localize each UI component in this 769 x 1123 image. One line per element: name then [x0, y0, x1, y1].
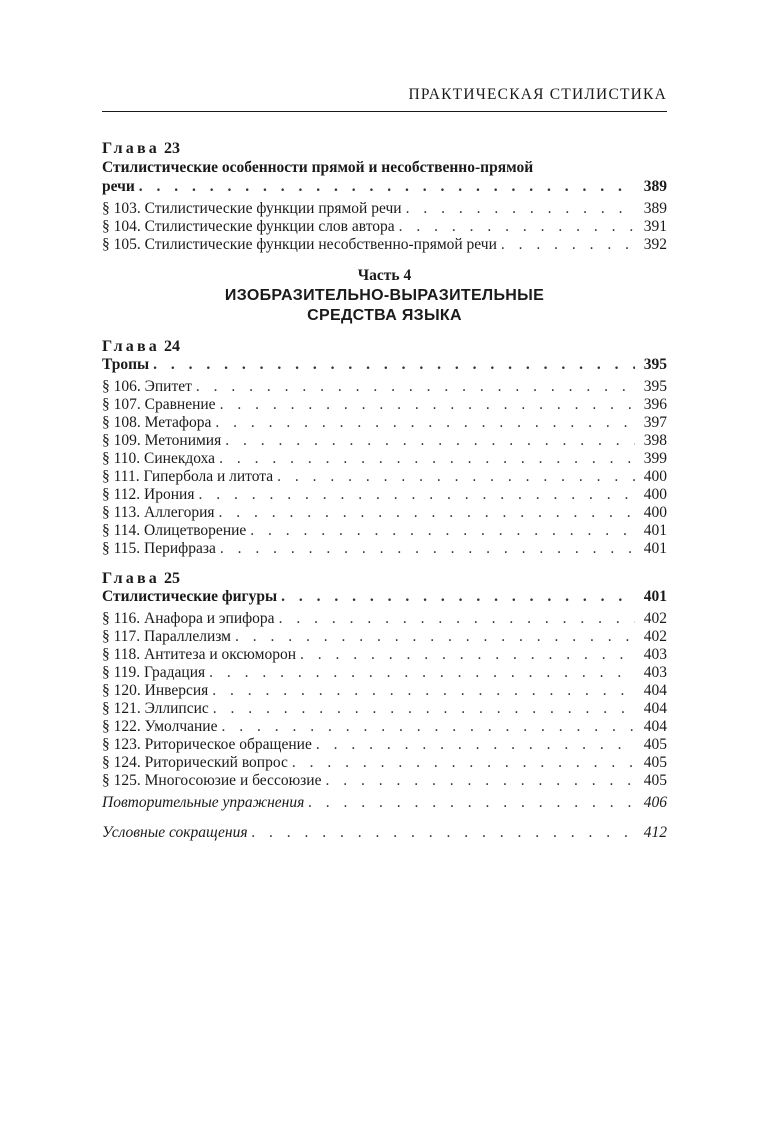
toc-entry-page: 398 — [643, 432, 667, 449]
toc-entry-text: § 112. Ирония — [102, 486, 195, 503]
toc-entry-text: § 113. Аллегория — [102, 504, 215, 521]
leader-dots — [235, 628, 635, 646]
toc-section-entry[interactable] — [102, 378, 667, 396]
leader-dots — [198, 486, 635, 504]
toc-entry-page: 405 — [643, 736, 667, 753]
toc-section-entry[interactable] — [102, 218, 667, 236]
part-label: Часть 4 — [357, 267, 412, 284]
chapter-23-title-line1: Стилистические особенности прямой и несобственно-прямой — [102, 159, 534, 176]
toc-entry-text: § 114. Олицетворение — [102, 522, 247, 539]
toc-entry-page: 403 — [643, 646, 667, 663]
chapter-24-sections — [102, 378, 667, 558]
toc-entry-page: 404 — [643, 718, 667, 735]
toc-section-entry[interactable] — [102, 504, 667, 522]
toc-section-entry[interactable] — [102, 450, 667, 468]
leader-dots — [277, 468, 635, 486]
chapter-number: 23 — [164, 140, 180, 157]
toc-entry-text: § 118. Антитеза и оксюморон — [102, 646, 296, 663]
leader-dots — [281, 588, 635, 606]
toc-section-entry[interactable] — [102, 754, 667, 772]
table-of-contents — [102, 140, 667, 842]
chapter-24-label — [102, 338, 667, 356]
chapter-number: 24 — [164, 338, 180, 355]
back-matter-exercises[interactable] — [102, 794, 667, 812]
leader-dots — [213, 700, 635, 718]
toc-entry-page: 400 — [643, 468, 667, 485]
leader-dots — [209, 664, 635, 682]
chapter-word: Глава — [102, 570, 160, 587]
toc-entry-page: 392 — [643, 236, 667, 253]
leader-dots — [221, 718, 635, 736]
toc-section-entry[interactable] — [102, 468, 667, 486]
part-title-line2: СРЕДСТВА ЯЗЫКА — [307, 307, 462, 324]
toc-section-entry[interactable] — [102, 540, 667, 558]
chapter-23-label — [102, 140, 667, 158]
toc-entry-page: 406 — [643, 794, 667, 811]
toc-section-entry[interactable] — [102, 610, 667, 628]
leader-dots — [220, 540, 635, 558]
toc-section-entry[interactable] — [102, 736, 667, 754]
toc-entry-text: § 109. Метонимия — [102, 432, 222, 449]
chapter-25-title-entry[interactable] — [102, 588, 667, 606]
toc-entry-text: § 111. Гипербола и литота — [102, 468, 274, 485]
toc-entry-text: Стилистические фигуры — [102, 588, 278, 605]
leader-dots — [225, 432, 635, 450]
chapter-24-title-entry[interactable] — [102, 356, 667, 374]
toc-entry-page: 391 — [643, 218, 667, 235]
leader-dots — [219, 450, 635, 468]
toc-section-entry[interactable] — [102, 522, 667, 540]
toc-section-entry[interactable] — [102, 646, 667, 664]
leader-dots — [279, 610, 635, 628]
leader-dots — [406, 200, 635, 218]
toc-entry-text: § 104. Стилистические функции слов автора — [102, 218, 395, 235]
toc-entry-page: 389 — [643, 178, 667, 195]
toc-entry-text: § 119. Градация — [102, 664, 206, 681]
toc-section-entry[interactable] — [102, 200, 667, 218]
leader-dots — [220, 396, 635, 414]
toc-entry-text: § 110. Синекдоха — [102, 450, 216, 467]
toc-section-entry[interactable] — [102, 700, 667, 718]
toc-entry-page: 401 — [643, 540, 667, 557]
toc-entry-text: § 106. Эпитет — [102, 378, 192, 395]
leader-dots — [399, 218, 635, 236]
toc-section-entry[interactable] — [102, 682, 667, 700]
leader-dots — [501, 236, 635, 254]
toc-entry-text: § 115. Перифраза — [102, 540, 216, 557]
leader-dots — [300, 646, 635, 664]
chapter-word: Глава — [102, 140, 160, 157]
toc-entry-page: 404 — [643, 700, 667, 717]
toc-section-entry[interactable] — [102, 718, 667, 736]
toc-entry-text: § 108. Метафора — [102, 414, 212, 431]
chapter-number: 25 — [164, 570, 180, 587]
toc-entry-page: 397 — [643, 414, 667, 431]
leader-dots — [308, 794, 635, 812]
toc-section-entry[interactable] — [102, 664, 667, 682]
header-rule — [102, 111, 667, 112]
toc-section-entry[interactable] — [102, 772, 667, 790]
toc-entry-page: 396 — [643, 396, 667, 413]
toc-entry-page: 400 — [643, 504, 667, 521]
toc-section-entry[interactable] — [102, 432, 667, 450]
toc-section-entry[interactable] — [102, 628, 667, 646]
toc-entry-text: § 122. Умолчание — [102, 718, 218, 735]
toc-entry-text: § 121. Эллипсис — [102, 700, 209, 717]
toc-entry-page: 405 — [643, 772, 667, 789]
toc-entry-page: 405 — [643, 754, 667, 771]
leader-dots — [316, 736, 635, 754]
toc-entry-page: 401 — [643, 522, 667, 539]
toc-entry-text: § 124. Риторический вопрос — [102, 754, 288, 771]
chapter-23-title-entry[interactable] — [102, 178, 667, 196]
toc-section-entry[interactable] — [102, 486, 667, 504]
toc-entry-text: § 116. Анафора и эпифора — [102, 610, 275, 627]
toc-section-entry[interactable] — [102, 414, 667, 432]
part-4-heading — [102, 266, 667, 326]
toc-entry-page: 395 — [643, 356, 667, 373]
toc-entry-page: 412 — [643, 824, 667, 841]
leader-dots — [252, 824, 635, 842]
leader-dots — [196, 378, 635, 396]
toc-entry-page: 403 — [643, 664, 667, 681]
part-title-line1: ИЗОБРАЗИТЕЛЬНО-ВЫРАЗИТЕЛЬНЫЕ — [224, 287, 545, 304]
toc-entry-text: § 107. Сравнение — [102, 396, 216, 413]
leader-dots — [212, 682, 635, 700]
toc-entry-text: § 125. Многосоюзие и бессоюзие — [102, 772, 322, 789]
leader-dots — [153, 356, 635, 374]
chapter-23-sections — [102, 200, 667, 254]
chapter-25-sections — [102, 610, 667, 790]
toc-entry-page: 399 — [643, 450, 667, 467]
toc-entry-text: Условные сокращения — [102, 824, 248, 841]
toc-entry-page: 404 — [643, 682, 667, 699]
toc-entry-page: 389 — [643, 200, 667, 217]
toc-entry-page: 402 — [643, 610, 667, 627]
toc-section-entry[interactable] — [102, 396, 667, 414]
toc-section-entry[interactable] — [102, 236, 667, 254]
toc-entry-text: Тропы — [102, 356, 150, 373]
leader-dots — [250, 522, 635, 540]
chapter-25-label — [102, 570, 667, 588]
toc-entry-text: речи — [102, 178, 135, 195]
toc-entry-text: Повторительные упражнения — [102, 794, 305, 811]
toc-entry-text: § 103. Стилистические функции прямой речи — [102, 200, 402, 217]
leader-dots — [219, 504, 636, 522]
leader-dots — [139, 178, 635, 196]
toc-entry-text: § 120. Инверсия — [102, 682, 209, 699]
leader-dots — [215, 414, 635, 432]
toc-entry-text: § 105. Стилистические функции несобственно-прямой речи — [102, 236, 497, 253]
toc-entry-page: 400 — [643, 486, 667, 503]
toc-entry-text: § 123. Риторическое обращение — [102, 736, 312, 753]
leader-dots — [325, 772, 635, 790]
back-matter-abbreviations[interactable] — [102, 824, 667, 842]
running-head: ПРАКТИЧЕСКАЯ СТИЛИСТИКА — [408, 86, 667, 103]
toc-entry-page: 395 — [643, 378, 667, 395]
toc-entry-page: 401 — [643, 588, 667, 605]
toc-entry-text: § 117. Параллелизм — [102, 628, 231, 645]
toc-entry-page: 402 — [643, 628, 667, 645]
chapter-word: Глава — [102, 338, 160, 355]
leader-dots — [292, 754, 635, 772]
